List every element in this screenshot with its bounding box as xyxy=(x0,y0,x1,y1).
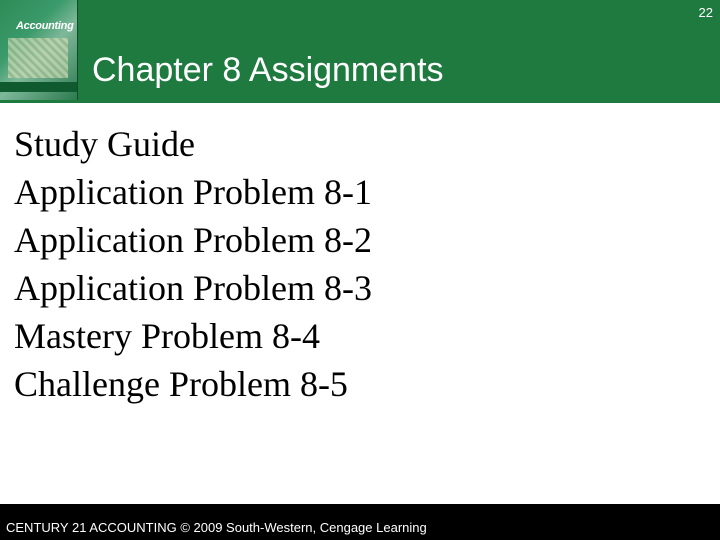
assignment-item-challenge-8-5: Challenge Problem 8-5 xyxy=(14,364,348,404)
slide-header xyxy=(0,0,720,103)
assignment-item-study-guide: Study Guide xyxy=(14,124,196,164)
book-cover-brand: Accounting xyxy=(16,20,74,32)
cover-texture xyxy=(8,38,68,78)
cover-strip xyxy=(0,82,77,92)
footer-copyright: CENTURY 21 ACCOUNTING © 2009 South-Western, Cengage Learning xyxy=(6,520,427,535)
assignment-item-application-8-2: Application Problem 8-2 xyxy=(14,220,372,260)
slide-footer xyxy=(0,504,720,540)
assignment-list xyxy=(14,120,372,408)
book-cover-image xyxy=(0,0,78,100)
assignment-item-application-8-3: Application Problem 8-3 xyxy=(14,268,372,308)
assignment-item-mastery-8-4: Mastery Problem 8-4 xyxy=(14,316,320,356)
page-number: 22 xyxy=(698,5,713,20)
assignment-item-application-8-1: Application Problem 8-1 xyxy=(14,172,372,212)
slide-title: Chapter 8 Assignments xyxy=(92,51,444,89)
